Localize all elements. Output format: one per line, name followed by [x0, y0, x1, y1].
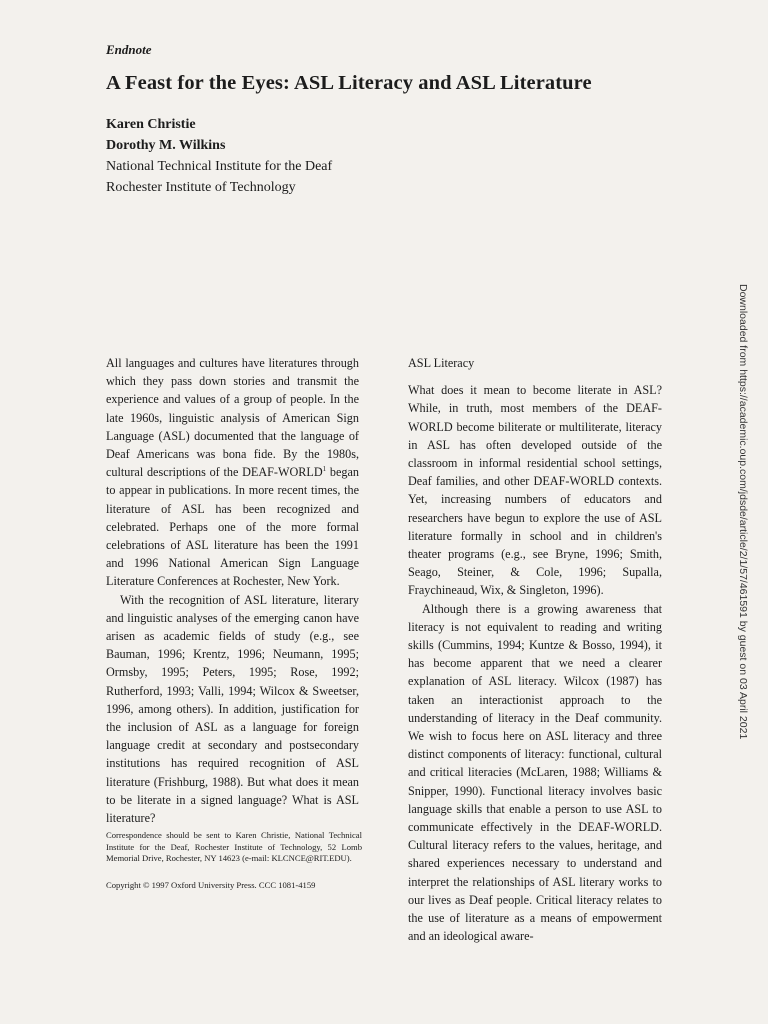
section-label: Endnote: [106, 42, 152, 57]
footnote-marker: 1: [322, 465, 327, 474]
author-affiliation: Rochester Institute of Technology: [106, 180, 296, 195]
section-heading: ASL Literacy: [408, 356, 475, 370]
body-paragraph: With the recognition of ASL literature, literary and linguistic analyses of the emerging canon have arisen as academic fields of study (e.g., see Bauman, 1996; Krentz, 1996; Neumann, 1995; Ormsby, 1995; Peters, 1995; Rose, 1992; Rutherford, 1993; Valli, 1994; Wilcox & Sweetser, 1996, among others). In addition, justification for the inclusion of ASL as a language for foreign language credit at secondary and postsecondary institutions has required recognition of ASL literature (Frishburg, 1988). But what does it mean to be literate in a signed language? What is ASL literature?: [106, 592, 359, 826]
body-paragraph: Although there is a growing awareness that literacy is not equivalent to reading and writing skills (Cummins, 1994; Kuntze & Bosso, 1994), it has become apparent that we need a clearer explanation of ASL literacy. Wilcox (1987) has taken an interactionist approach to the understanding of literacy in the Deaf community. We wish to focus here on ASL literacy and three distinct components of literacy: functional, cultural and critical literacies (McLaren, 1988; Williams & Snipper, 1990). Functional literacy involves basic language skills that enable a person to use ASL to communicate effectively in the DEAF-WORLD. Cultural literacy refers to the values, heritage, and shared experiences necessary to understand and interpret the relationships of ASL literary works to our lives as Deaf people. Critical literacy relates to the use of literature as a means of empowerment and an ideological aware-: [408, 601, 662, 944]
author-affiliation: National Technical Institute for the Deaf: [106, 159, 333, 174]
right-column: [408, 354, 662, 946]
copyright-line: Copyright © 1997 Oxford University Press. CCC 1081-4159: [106, 880, 316, 890]
download-watermark: Downloaded from https://academic.oup.com/jdsde/article/2/1/57/461591 by guest on 03 April 2021: [737, 284, 749, 740]
paragraph-text: All languages and cultures have literatures through which they pass down stories and transmit the experience and values of a group of people. In the late 1960s, linguistic analysis of American Sign Language (ASL) documented that the language of Deaf Americans was bona fide. By the 1980s, cultural descriptions of the DEAF-WORLD: [106, 356, 359, 480]
left-column: [106, 354, 359, 827]
body-paragraph: [106, 354, 359, 591]
paragraph-text: began to appear in publications. In more recent times, the literature of ASL has been recognized and celebrated. Perhaps one of the more formal celebrations of ASL literature has been the 1991 and 1996 National American Sign Language Literature Conferences at Rochester, New York.: [106, 465, 359, 589]
correspondence-text: Correspondence should be sent to Karen Christie, National Technical Institute for the Deaf, Rochester Institute of Technology, 52 Lomb Memorial Drive, Rochester, NY 14623 (e-mail: KLCNCE@RIT.EDU).: [106, 830, 362, 864]
correspondence-note: [106, 830, 362, 865]
author-name: Karen Christie: [106, 117, 196, 132]
body-paragraph: What does it mean to become literate in ASL? While, in truth, most members of the DEAF-WORLD become biliterate or multiliterate, literacy in ASL has often developed outside of the classroom in informal residential school settings, Deaf families, and other DEAF-WORLD contexts. Yet, increasing numbers of educators and researchers have begun to explore the use of ASL literature formally in school and in children's theater programs (e.g., see Bryne, 1996; Smith, Seago, Steiner, & Cole, 1996; Supalla, Fraychineaud, Wix, & Singleton, 1996).: [408, 383, 662, 598]
author-block: [106, 114, 332, 198]
article-title: A Feast for the Eyes: ASL Literacy and ASL Literature: [106, 72, 592, 94]
author-name: Dorothy M. Wilkins: [106, 138, 226, 153]
